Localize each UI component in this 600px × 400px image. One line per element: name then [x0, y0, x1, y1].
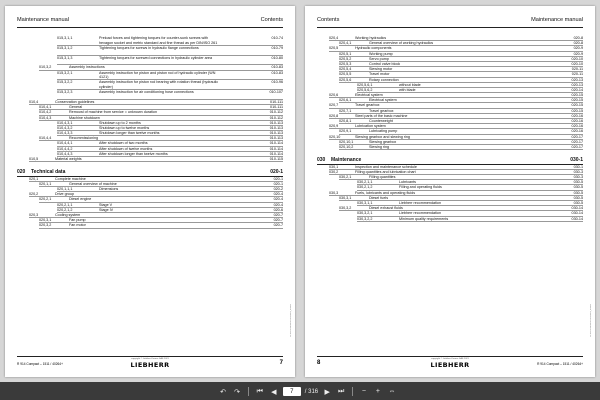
- toc-entry-page: 010-96: [271, 80, 283, 85]
- prev-page-icon[interactable]: ◀: [271, 388, 277, 396]
- toc-entry-page: 010-115: [269, 157, 283, 162]
- toc-entry-number: 030,3,1,1: [357, 200, 373, 205]
- table-of-contents: [317, 36, 583, 222]
- toc-entry-title: Shutdown up to 2 months: [99, 120, 141, 125]
- toc-entry-page: 020-9: [573, 46, 583, 51]
- toc-entry-page: 020-1: [273, 181, 283, 186]
- toc-entry-number: 020,7: [329, 103, 339, 108]
- toc-entry-title: Conservation guidelines: [55, 99, 95, 104]
- toc-entry-page: 020-7: [273, 213, 283, 218]
- toc-entry-number: 020,10,2: [339, 144, 354, 149]
- toc-entry-number: 020,2,1,1: [57, 202, 73, 207]
- toc-entry-page: 020-15: [571, 98, 583, 103]
- toc-entry[interactable]: [17, 157, 283, 162]
- toc-entry-page: 030-5: [573, 185, 583, 190]
- toc-entry-title: After shutdown of two months: [99, 141, 148, 146]
- toc-entry-number: 010,4,4,3: [57, 151, 73, 156]
- page-footer: [317, 356, 583, 371]
- toc-entry[interactable]: [317, 217, 583, 222]
- toc-entry-page: 020-4: [273, 197, 283, 202]
- toc-entry-page: 020-15: [571, 103, 583, 108]
- toc-entry-number: 020,2,1: [39, 197, 52, 202]
- toc-entry-title: Assembly instruction for piston and piston rod of hydraulic cylinder (WN 4121): [99, 70, 216, 80]
- toc-entry-number: 010,4,4: [39, 136, 52, 141]
- toc-entry-page: 010-83: [271, 70, 283, 75]
- toc-entry-number: 015,3,2,1: [57, 70, 73, 75]
- toc-entry-title: Assembly instruction for piston rod bearing with rotation thread (hydraulic cylinder): [99, 80, 219, 89]
- toolbar-controls: [218, 386, 397, 397]
- toc-entry-title: Removal of machine from service = unknown duration: [69, 110, 158, 115]
- toc-entry-title: with blade: [399, 87, 416, 92]
- toc-entry-number: 010,4,4,1: [57, 141, 73, 146]
- toc-entry-title: Recommissioning: [69, 136, 99, 141]
- toc-entry-title: Control valve block: [369, 61, 401, 66]
- toc-entry-underline: [39, 228, 283, 229]
- toc-entry-number: 020,2: [29, 192, 39, 197]
- header-section: Contents: [317, 17, 340, 23]
- toc-entry-title: Working pump: [369, 51, 393, 56]
- toc-entry[interactable]: [17, 90, 283, 100]
- toc-entry-page: 020-17: [571, 134, 583, 139]
- toc-entry-title: General overview of working hydraulics: [369, 41, 434, 46]
- page-footer: [17, 356, 283, 371]
- last-page-icon[interactable]: ⏭: [338, 387, 345, 395]
- toc-entry-number: 010,3,2: [39, 65, 52, 70]
- toc-entry-number: 010,4,4,2: [57, 146, 73, 151]
- toc-entry-title: Steel parts of the basic machine: [355, 113, 408, 118]
- toc-entry-number: 020,9,1: [339, 129, 352, 134]
- undo-icon[interactable]: ↶: [220, 388, 226, 396]
- toc-entry-number: 010,4,3,2: [57, 125, 73, 130]
- toc-entry-number: 015,3,2,2: [57, 80, 73, 85]
- toc-entry-page: 010-112: [269, 110, 283, 115]
- toc-chapter[interactable]: [317, 156, 583, 165]
- toc-entry-title: Liebherr recommendation: [399, 200, 442, 205]
- zoom-out-icon[interactable]: −: [361, 388, 366, 395]
- toc-entry-number: 010,4,3: [39, 115, 52, 120]
- toc-entry-title: Fan motor: [69, 223, 86, 228]
- toc-entry-number: 015,3,1,2: [57, 45, 73, 50]
- toc-entry-number: 020,1,1: [39, 181, 52, 186]
- toc-entry-title: Assembly instruction for air conditioning hose connections: [99, 90, 194, 95]
- page-number-input[interactable]: 7: [283, 387, 301, 396]
- toc-entry-page: 030-14: [571, 206, 583, 211]
- toc-entry-page: 020-14: [571, 87, 583, 92]
- toc-entry-title: Drive group: [55, 192, 75, 197]
- toc-entry-number: 020,3,1: [39, 218, 52, 223]
- toc-entry[interactable]: [17, 56, 283, 66]
- toc-entry-title: Dimensions: [99, 187, 119, 192]
- toc-entry-page: 030-14: [571, 211, 583, 216]
- toc-entry-number: 020,4,1: [339, 41, 352, 46]
- toc-entry-page: 010-111: [270, 99, 283, 104]
- toc-entry-title: Fan pump: [69, 218, 86, 223]
- footer-copyright: copyright © Liebherr-France SAS 2021: [431, 358, 469, 360]
- toc-entry-title: After shutdown longer than twelve months: [99, 151, 168, 156]
- toc-entry-page: 020-13: [571, 77, 583, 82]
- toc-entry-page: 010-112: [269, 115, 283, 120]
- toc-entry-title: Diesel exhaust fluids: [369, 206, 403, 211]
- toc-entry-number: 030,1: [329, 164, 339, 169]
- toc-entry-title: Electrical system: [355, 93, 383, 98]
- toc-entry-number: 010,5: [29, 157, 39, 162]
- toc-entry-number: 020,3: [29, 213, 39, 218]
- toc-entry-number: 030,2,1: [339, 175, 352, 179]
- toc-entry-number: 030,3,2: [339, 206, 352, 211]
- fit-width-icon[interactable]: ⇔: [388, 388, 396, 395]
- toolbar-divider: [248, 387, 249, 396]
- toc-entry-number: 015,3,1,1: [57, 36, 73, 40]
- toc-entry-title: Technical data: [31, 169, 66, 176]
- toc-entry[interactable]: [17, 71, 283, 81]
- toc-entry-number: 020,4: [329, 36, 339, 40]
- toc-entry-number: 020,3,2: [39, 223, 52, 228]
- toc-entry-title: Slewing gearbox and slewing ring: [355, 134, 410, 139]
- toc-entry-number: 020,1,1,1: [57, 187, 73, 192]
- liebherr-logo: LIEBHERR: [430, 360, 470, 369]
- toc-entry-page: 020-8: [573, 41, 583, 46]
- toc-entry-title: Slewing motor: [369, 67, 393, 72]
- toc-entry-number: 030,2,1,1: [357, 180, 373, 185]
- toc-entry-page: 010-114: [269, 141, 283, 146]
- toc-entry-title: Servo pump: [369, 56, 389, 61]
- toc-entry-number: 030,3,2,2: [357, 216, 373, 221]
- toc-entry-number: 015,3,1,3: [57, 55, 73, 60]
- document-page-right: [305, 6, 595, 377]
- toc-entry-page: 030-5: [573, 190, 583, 195]
- toc-entry-page: 020-16: [571, 113, 583, 118]
- toc-entry-number: 010,4,1: [39, 105, 52, 110]
- toc-entry-title: Minimum quality requirements: [399, 216, 449, 221]
- toc-entry-number: 020,5,4: [339, 67, 352, 72]
- toc-entry-title: Filling quantities and lubrication chart: [355, 169, 416, 174]
- toc-entry-number: 030: [317, 157, 326, 164]
- viewer-toolbar: [0, 382, 600, 400]
- toc-entry-title: Shutdown up to twelve months: [99, 125, 150, 130]
- toc-entry-title: Stage IV: [99, 207, 114, 212]
- toc-entry-page: 020-17: [571, 144, 583, 149]
- toc-entry-page: 010-111: [270, 105, 283, 110]
- toc-entry-page: 010-74: [271, 36, 283, 40]
- toc-entry-title: General: [69, 105, 83, 110]
- toc-entry-number: 010,4: [29, 99, 39, 104]
- toc-entry-page: 010-113: [269, 120, 283, 125]
- toc-entry-title: Inspection and maintenance schedule: [355, 164, 417, 169]
- toc-entry-page: 020-15: [571, 108, 583, 113]
- toc-entry-title: Fuels, lubricants and operating fluids: [355, 190, 416, 195]
- toc-entry-number: 020,5,3: [339, 61, 352, 66]
- toc-entry-title: Assembly instructions: [69, 65, 105, 70]
- toc-entry-number: 030,2: [329, 169, 339, 174]
- toc-entry-number: 010,4,2: [39, 110, 52, 115]
- toc-entry-number: 020,7,1: [339, 108, 352, 113]
- toc-entry-page: 020-7: [273, 223, 283, 228]
- toc-entry-page: 030-3: [573, 175, 583, 179]
- toc-chapter[interactable]: [17, 168, 283, 177]
- page-count: / 316: [304, 388, 319, 395]
- toc-entry-title: Cooling system: [55, 213, 81, 218]
- toc-entry-underline: [339, 149, 583, 150]
- toc-entry-number: 010,4,3,1: [57, 120, 73, 125]
- toc-entry-number: 020,6,1: [339, 98, 352, 103]
- toc-entry-number: 020: [17, 169, 26, 176]
- toc-entry-title: Diesel fuels: [369, 195, 389, 200]
- toc-entry-page: 030-5: [573, 195, 583, 200]
- toc-entry-underline: [357, 221, 583, 222]
- toc-entry-title: Maintenance: [331, 157, 362, 164]
- toc-entry-title: Rotary connection: [369, 77, 399, 82]
- toc-entry-page: 010-114: [269, 151, 283, 156]
- toc-entry-title: without blade: [399, 82, 421, 87]
- toc-entry-page: 020-1: [270, 169, 283, 176]
- toc-entry-title: Tightening torques for screwed connections in hydraulic cylinder area: [99, 55, 213, 60]
- toc-entry-number: 020,2,1,2: [57, 207, 73, 212]
- zoom-in-icon[interactable]: +: [375, 388, 380, 395]
- toc-entry-title: Filling quantities: [369, 175, 396, 179]
- toc-entry-title: Preload forces and tightening torques for counter-sunk screws with hexagon socket and metric standard and fine thread as per DIN/ISO 261: [99, 36, 218, 45]
- toc-entry-number: 030,3,2,1: [357, 211, 373, 216]
- redo-icon[interactable]: ↷: [234, 388, 240, 396]
- toc-entry-number: 015,3,2,3: [57, 90, 73, 95]
- toc-entry-title: Travel gearbox: [369, 108, 394, 113]
- toc-entry-number: 020,5,2: [339, 56, 352, 61]
- toc-entry-page: 020-6: [273, 207, 283, 212]
- header-title: Maintenance manual: [17, 17, 69, 23]
- toc-entry-number: 020,5,1: [339, 51, 352, 56]
- toc-entry-title: Working hydraulics: [355, 36, 387, 40]
- page-header: [317, 15, 583, 28]
- toc-entry-page: 030-5: [573, 180, 583, 185]
- toc-entry-title: Complete machine: [55, 176, 86, 181]
- toc-entry-number: 020,9: [329, 124, 339, 129]
- toc-entry-title: Liebherr recommendation: [399, 211, 442, 216]
- toc-entry[interactable]: [17, 223, 283, 228]
- toc-entry-title: Filling and operating fluids: [399, 185, 442, 190]
- toc-entry-page: 020-10: [571, 56, 583, 61]
- toc-entry-page: 010-79: [271, 45, 283, 50]
- side-reference: LFR/2021/EN/00-00-R914_00000: [590, 304, 592, 337]
- toc-entry-number: 020,8: [329, 113, 339, 118]
- toc-entry-number: 020,5,6,1: [357, 82, 373, 87]
- toc-entry-title: Electrical system: [369, 98, 397, 103]
- toc-entry-title: Slewing gearbox: [369, 139, 397, 144]
- toc-entry-page: 020-16: [571, 129, 583, 134]
- toc-entry-title: Lubrication system: [355, 124, 386, 129]
- toc-entry[interactable]: [17, 46, 283, 56]
- toc-entry-page: 020-2: [273, 187, 283, 192]
- toc-entry-page: 010-113: [269, 136, 283, 141]
- header-section: Contents: [260, 17, 283, 23]
- toc-entry-title: Stage V: [99, 202, 113, 207]
- toc-entry-number: 020,10,1: [339, 139, 354, 144]
- toc-entry-number: 020,5,6: [339, 77, 352, 82]
- page-number: 7: [279, 360, 283, 366]
- toc-entry-page: 010-107: [269, 90, 283, 95]
- page-number: 8: [317, 360, 321, 366]
- side-reference: LFR/2021/EN/00-00-R914_00000: [290, 304, 292, 337]
- toc-entry-page: 030-3: [573, 169, 583, 174]
- document-page-left: [5, 6, 295, 377]
- toc-entry-underline: [29, 161, 283, 162]
- toc-entry-title: Counterweight: [369, 119, 393, 123]
- toolbar-divider: [352, 387, 353, 396]
- toc-entry-number: 020,5,5: [339, 72, 352, 77]
- liebherr-logo: LIEBHERR: [130, 360, 170, 369]
- toc-entry-page: 010-114: [269, 146, 283, 151]
- toc-entry-page: 020-13: [571, 82, 583, 87]
- toc-entry-title: Material weights: [55, 157, 82, 162]
- toc-entry-page: 030-1: [573, 164, 583, 169]
- toc-entry-page: 020-4: [273, 192, 283, 197]
- footer-copyright: copyright © Liebherr-France SAS 2021: [131, 358, 169, 360]
- toc-entry-page: 010-113: [269, 125, 283, 130]
- toc-entry[interactable]: [317, 145, 583, 150]
- toc-entry-title: Tightening torques for screws in hydraulic flange connections: [99, 45, 199, 50]
- toc-entry-title: Hydraulic components: [355, 46, 392, 51]
- footer-model: R 914 Compact – 1511 / 40264+: [17, 362, 63, 366]
- toc-entry-title: Diesel engine: [69, 197, 92, 202]
- toc-entry-number: 020,5,6,2: [357, 87, 373, 92]
- toc-entry-title: General overview of machine: [69, 181, 117, 186]
- toc-entry-page: 030-14: [571, 216, 583, 221]
- next-page-icon[interactable]: ▶: [324, 388, 330, 396]
- toc-entry-page: 010-113: [269, 131, 283, 136]
- toc-entry-number: 030,3,1: [339, 195, 352, 200]
- toc-entry-page: 020-1: [273, 176, 283, 181]
- toc-entry-page: 020-9: [573, 51, 583, 56]
- toc-entry-title: Lubricating pump: [369, 129, 398, 134]
- toc-entry-title: Travel motor: [369, 72, 390, 77]
- toc-entry-number: 020,5: [329, 46, 339, 51]
- toc-entry-number: 030,2,1,2: [357, 185, 373, 190]
- toc-entry-title: Machine shutdown: [69, 115, 100, 120]
- toc-entry-page: 020-11: [571, 67, 583, 72]
- toc-entry[interactable]: [17, 36, 283, 46]
- toc-entry-page: 010-80: [271, 55, 283, 60]
- header-title: Maintenance manual: [531, 17, 583, 23]
- toc-entry-title: Travel gearbox: [355, 103, 380, 108]
- toc-entry-number: 010,4,3,3: [57, 131, 73, 136]
- toc-entry-page: 020-11: [571, 72, 583, 77]
- toc-entry-number: 020,6: [329, 93, 339, 98]
- toc-entry-page: 020-16: [571, 119, 583, 123]
- toc-entry-page: 030-1: [570, 157, 583, 164]
- toc-entry[interactable]: [17, 80, 283, 90]
- toc-entry-page: 010-83: [271, 65, 283, 70]
- page-header: [17, 15, 283, 28]
- table-of-contents: [17, 36, 283, 229]
- toc-entry-number: 030,3: [329, 190, 339, 195]
- toc-entry-page: 020-15: [571, 93, 583, 98]
- toc-entry-page: 020-17: [571, 139, 583, 144]
- toc-entry-page: 020-7: [273, 218, 283, 223]
- toc-entry-number: 020,1: [29, 176, 39, 181]
- toc-entry-title: Shutdown longer than twelve months: [99, 131, 160, 136]
- footer-model: R 914 Compact – 1511 / 40264+: [537, 362, 583, 366]
- toc-entry-page: 030-5: [573, 200, 583, 205]
- toc-entry-title: After shutdown of twelve months: [99, 146, 153, 151]
- first-page-icon[interactable]: ⏮: [256, 387, 263, 395]
- toc-entry-title: Slewing ring: [369, 144, 390, 149]
- toc-entry-page: 020-4: [273, 202, 283, 207]
- toc-entry-title: Lubricants: [399, 180, 417, 185]
- toc-entry-page: 020-8: [573, 36, 583, 40]
- toc-entry-page: 020-10: [571, 61, 583, 66]
- toc-entry-page: 020-16: [571, 124, 583, 129]
- toc-entry-number: 020,8,1: [339, 119, 352, 123]
- toc-entry-number: 020,10: [329, 134, 341, 139]
